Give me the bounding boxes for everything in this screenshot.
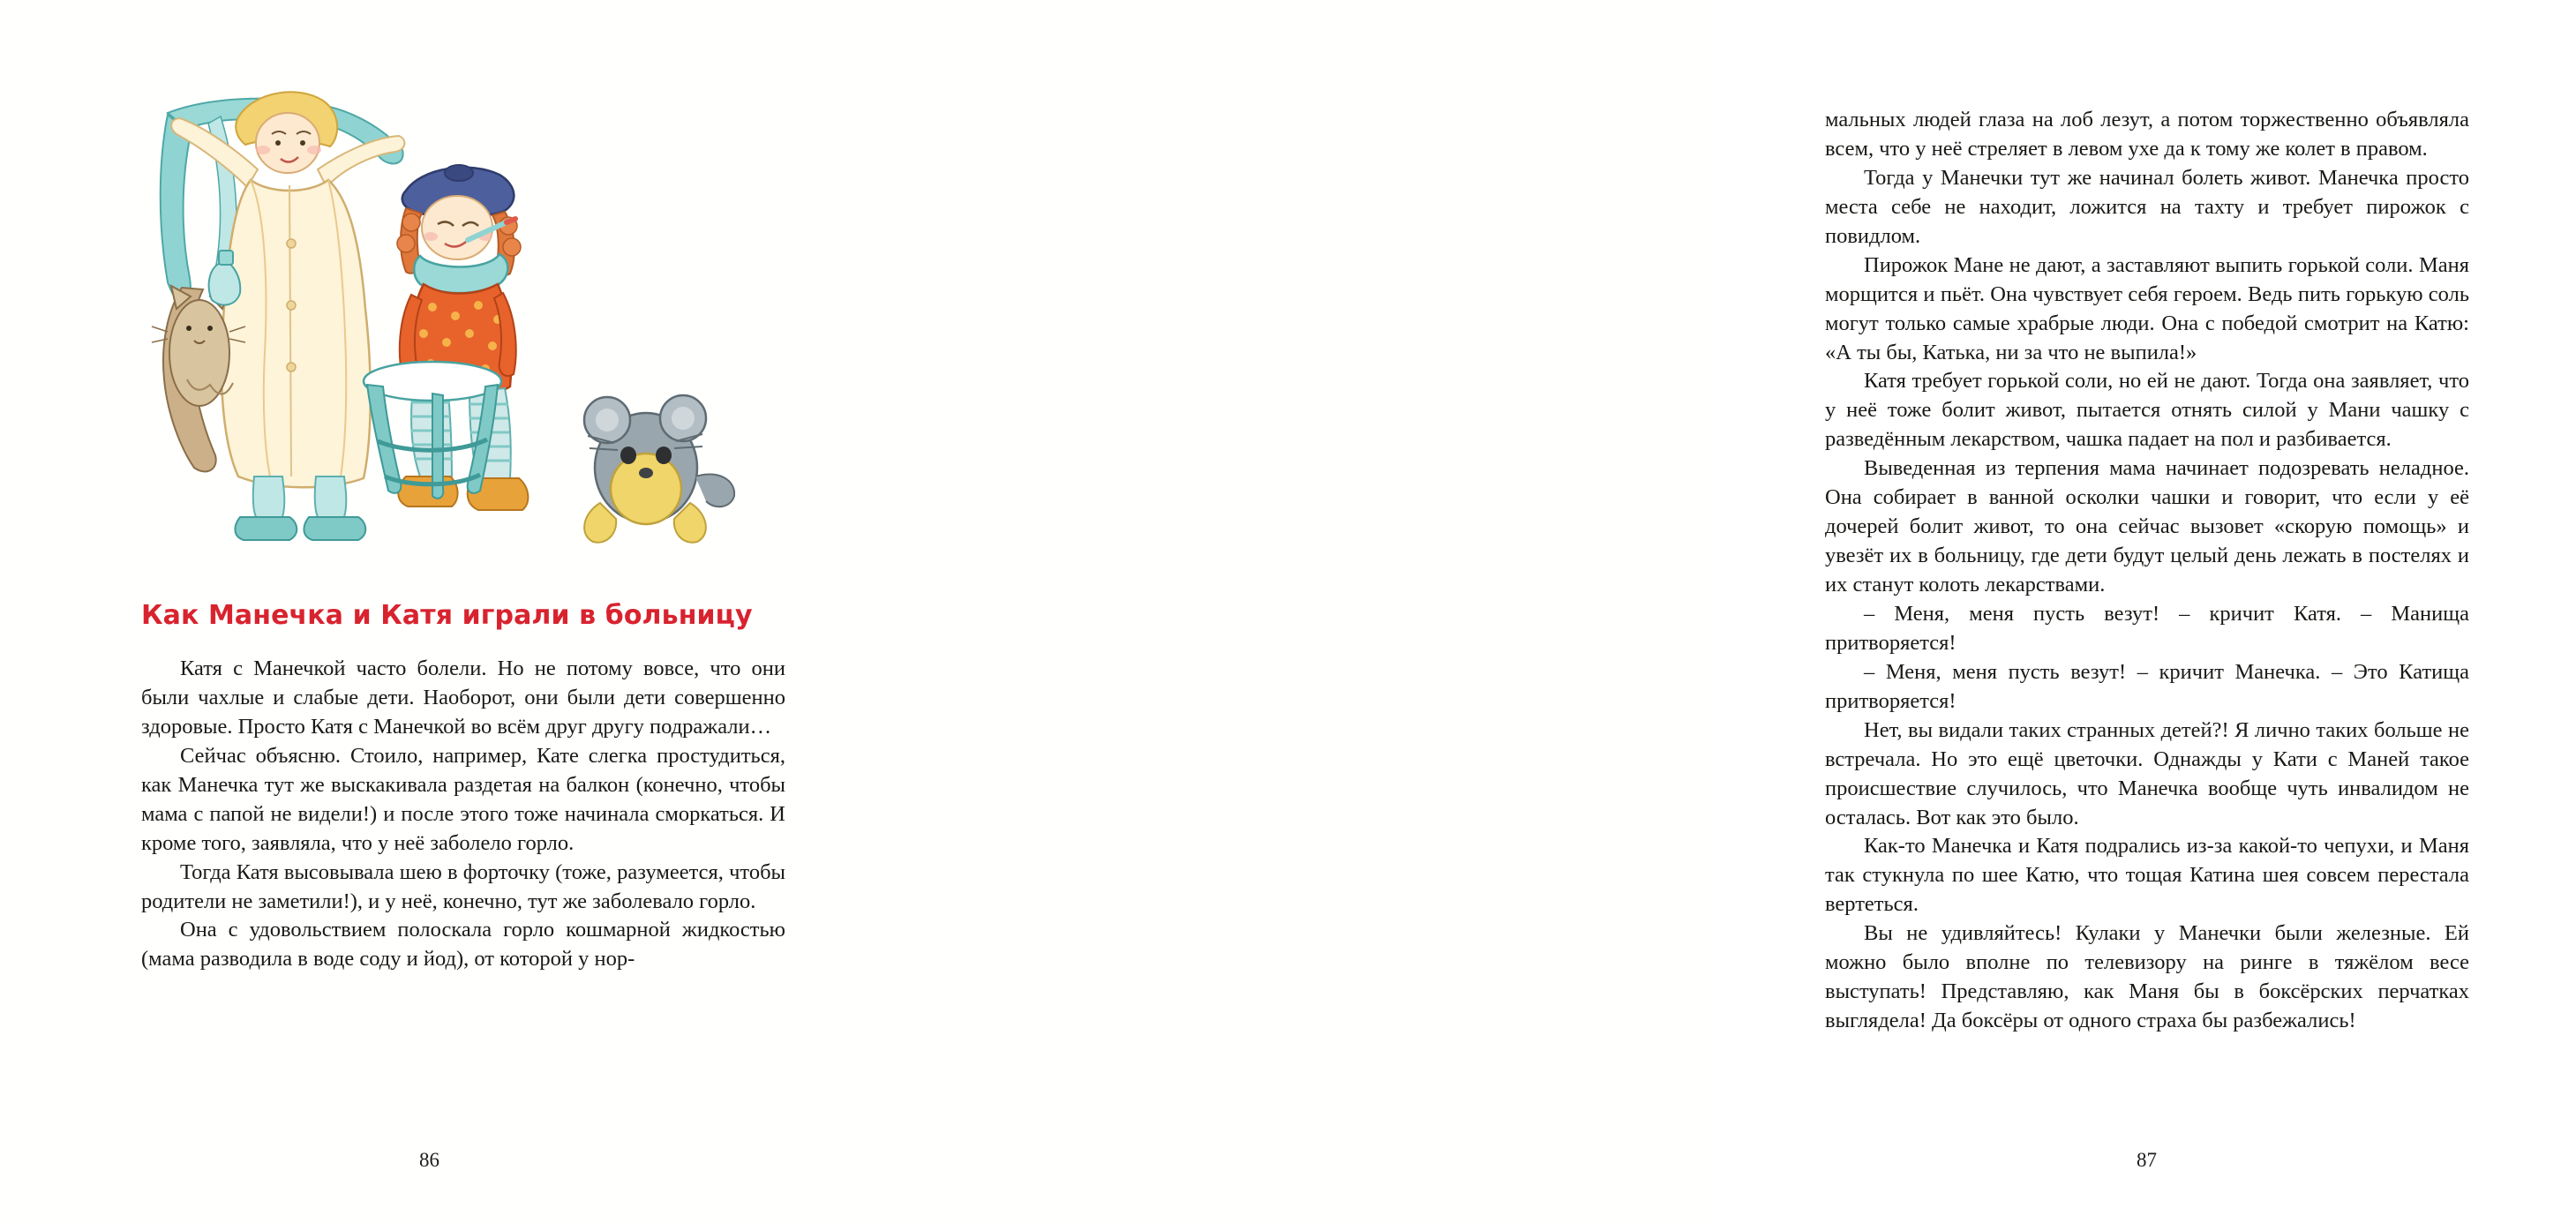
paragraph: Вы не удивляйтесь! Кулаки у Манечки были железные. Ей можно было вполне по телевизору на ринге в тяжёлом весе выступать! Представляю, как Маня бы в боксёрских перчатках выглядела! Да боксёры от одного страха бы разбежались! bbox=[1825, 921, 2469, 1033]
paragraph: Пирожок Мане не дают, а заставляют выпить горькой соли. Маня морщится и пьёт. Она чувствует себя героем. Ведь пить горькую соль могут только самые храбрые люди. Она с победой смотрит на Катю: «А ты бы, Катька, ни за что не выпила!» bbox=[1825, 252, 2469, 364]
chapter-title: Как Манечка и Катя играли в больницу bbox=[141, 600, 753, 631]
paragraph: Выведенная из терпения мама начинает подозревать неладное. Она собирает в ванной осколки чашки и говорит, что если у её дочерей болит живот, то она сейчас вызовет «скорую помощь» и увезёт их в больницу, где дети будут целый день лежать в постелях и их станут колоть лекарствами. bbox=[1825, 456, 2469, 596]
page-left bbox=[0, 0, 859, 1223]
paragraph: Тогда у Манечки тут же начинал болеть живот. Манечка просто места себе не находит, ложится на тахту и требует пирожок с повидлом. bbox=[1825, 165, 2469, 248]
paragraph: Сейчас объясню. Стоило, например, Кате слегка простудиться, как Манечка тут же выскакивала раздетая на балкон (конечно, чтобы мама с папой не видели!) и после этого тоже начинала сморкаться. И кроме того, заявляла, что у неё заболело горло. bbox=[141, 743, 785, 855]
paragraph: мальных людей глаза на лоб лезут, а потом торжественно объявляла всем, что у неё стреляет в левом ухе да к тому же колет в правом. bbox=[1825, 108, 2469, 161]
paragraph: Тогда Катя высовывала шею в форточку (тоже, разумеется, чтобы родители не заметили!), и у неё, конечно, тут же заболевало горло. bbox=[141, 859, 785, 913]
paragraph: Нет, вы видали таких странных детей?! Я лично таких больше не встречала. Но это ещё цветочки. Однажды у Кати с Маней такое происшествие случилось, что Манечка вообще чуть инвалидом не осталась. Вот как это было. bbox=[1825, 717, 2469, 829]
page-right bbox=[859, 0, 2469, 1223]
paragraph: – Меня, меня пусть везут! – кричит Катя. – Манища притворяется! bbox=[1825, 601, 2469, 655]
page-number-left: 86 bbox=[419, 1149, 439, 1171]
illustration-artwork bbox=[141, 88, 759, 582]
right-page-content bbox=[1825, 106, 2469, 1036]
left-page-content bbox=[141, 88, 785, 974]
two-girls-playing-hospital-illustration bbox=[141, 88, 759, 582]
paragraph: Она с удовольствием полоскала горло кошмарной жидкостью (мама разводила в воде соду и йод), от которой у нор- bbox=[141, 918, 785, 972]
page-number-right: 87 bbox=[2137, 1149, 2157, 1171]
paragraph: – Меня, меня пусть везут! – кричит Манечка. – Это Катища притворяется! bbox=[1825, 659, 2469, 713]
paragraph: Катя требует горькой соли, но ей не дают. Тогда она заявляет, что у неё тоже болит живот, пытается отнять силой у Мани чашку с разведённым лекарством, чашка падает на пол и разбивается. bbox=[1825, 369, 2469, 452]
paragraph: Катя с Манечкой часто болели. Но не потому вовсе, что они были чахлые и слабые дети. Наоборот, они были дети совершенно здоровые. Просто Катя с Манечкой во всём друг другу подражали… bbox=[141, 657, 785, 739]
paragraph: Как-то Манечка и Катя подрались из-за какой-то чепухи, и Маня так стукнула по шее Катю, что тощая Катина шея совсем перестала вертеться. bbox=[1825, 834, 2469, 917]
